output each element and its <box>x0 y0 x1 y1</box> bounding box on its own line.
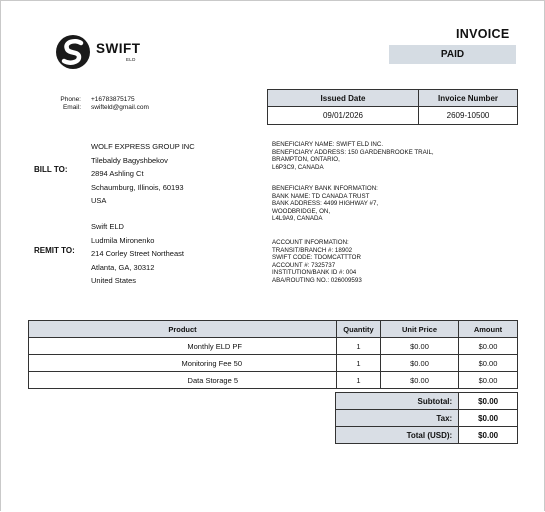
account-line: ABA/ROUTING NO.: 026009593 <box>272 276 362 284</box>
tax-row <box>336 410 518 427</box>
bank-line: BANK ADDRESS: 4499 HIGHWAY #7, <box>272 200 379 207</box>
beneficiary-line: L6P3C9, CANADA <box>272 163 324 171</box>
total-label: Total (USD): <box>336 427 459 444</box>
remit-to-line: Ludmila Mironenko <box>91 235 155 245</box>
bank-line: BENEFICIARY BANK INFORMATION: <box>272 185 378 192</box>
unit-price-cell: $0.00 <box>381 338 459 355</box>
bill-to-line: 2894 Ashling Ct <box>91 169 144 178</box>
quantity-cell: 1 <box>337 355 381 372</box>
products-table <box>28 320 518 389</box>
account-line: INSTITUTION/BANK ID #: 004 <box>272 269 357 276</box>
swift-logo-icon <box>55 34 91 70</box>
table-row <box>29 372 518 389</box>
amount-cell: $0.00 <box>459 355 518 372</box>
remit-to-line: United States <box>91 276 137 285</box>
phone-value: +16783875175 <box>91 96 135 103</box>
bill-to-line: Schaumburg, Illinois, 60193 <box>91 182 184 192</box>
account-line: TRANSIT/BRANCH #: 18902 <box>272 246 353 254</box>
totals-table <box>335 392 518 444</box>
bill-to-label: BILL TO: <box>34 165 68 174</box>
invoice-dates-table <box>267 89 518 125</box>
account-line: SWIFT CODE: TDOMCATTTOR <box>272 254 361 261</box>
product-cell: Monthly ELD PF <box>29 338 337 355</box>
bill-to-line: USA <box>91 196 107 205</box>
subtotal-row <box>336 393 518 410</box>
issued-date-header: Issued Date <box>268 90 419 107</box>
product-header: Product <box>29 321 337 338</box>
contact-block <box>1 96 201 116</box>
phone-label: Phone: <box>60 96 81 103</box>
products-header-row <box>29 321 518 338</box>
status-label: PAID <box>440 49 465 60</box>
bank-line: L4L9A9, CANADA <box>272 215 323 222</box>
bill-to-line: WOLF EXPRESS GROUP INC <box>91 142 195 151</box>
total-value: $0.00 <box>459 427 518 444</box>
account-line: ACCOUNT #: 7325737 <box>272 261 336 269</box>
tax-value: $0.00 <box>459 410 518 427</box>
table-row <box>29 338 518 355</box>
table-row <box>29 355 518 372</box>
product-cell: Data Storage 5 <box>29 372 337 389</box>
email-label: Email: <box>62 104 81 111</box>
account-line: ACCOUNT INFORMATION: <box>272 239 349 246</box>
beneficiary-line: BENEFICIARY ADDRESS: 150 GARDENBROOKE TRAIL, <box>272 148 434 156</box>
remit-to-line: Swift ELD <box>91 222 124 231</box>
quantity-cell: 1 <box>337 372 381 389</box>
subtotal-label: Subtotal: <box>336 393 459 410</box>
bank-line: BANK NAME: TD CANADA TRUST <box>272 192 370 200</box>
unit-price-cell: $0.00 <box>381 355 459 372</box>
unit-price-header: Unit Price <box>381 321 459 338</box>
beneficiary-line: BRAMPTON, ONTARIO, <box>272 156 340 163</box>
subtotal-value: $0.00 <box>459 393 518 410</box>
quantity-cell: 1 <box>337 338 381 355</box>
total-row <box>336 427 518 444</box>
amount-cell: $0.00 <box>459 338 518 355</box>
bill-to-line: Tilebaldy Bagyshbekov <box>91 155 168 165</box>
account-info <box>272 239 362 284</box>
remit-to-line: 214 Corley Street Northeast <box>91 249 184 258</box>
remit-to-address <box>91 220 184 288</box>
amount-cell: $0.00 <box>459 372 518 389</box>
status-badge <box>389 45 516 64</box>
unit-price-cell: $0.00 <box>381 372 459 389</box>
amount-header: Amount <box>459 321 518 338</box>
logo-name: SWIFT <box>96 41 141 56</box>
logo-sub: ELD <box>126 57 136 62</box>
bank-line: WOODBRIDGE, ON, <box>272 207 331 215</box>
invoice-number-header: Invoice Number <box>419 90 518 107</box>
bank-info <box>272 185 378 223</box>
tax-label: Tax: <box>336 410 459 427</box>
beneficiary-line: BENEFICIARY NAME: SWIFT ELD INC. <box>272 141 384 148</box>
beneficiary-info <box>272 141 434 171</box>
invoice-number-value: 2609-10500 <box>419 107 518 125</box>
quantity-header: Quantity <box>337 321 381 338</box>
product-cell: Monitoring Fee 50 <box>29 355 337 372</box>
remit-to-line: Atlanta, GA, 30312 <box>91 262 155 272</box>
bill-to-address <box>91 140 195 208</box>
remit-to-label: REMIT TO: <box>34 246 75 255</box>
issued-date-value: 09/01/2026 <box>268 107 419 125</box>
email-link[interactable]: swifteld@gmail.com <box>91 104 149 111</box>
invoice-title: INVOICE <box>456 27 510 41</box>
